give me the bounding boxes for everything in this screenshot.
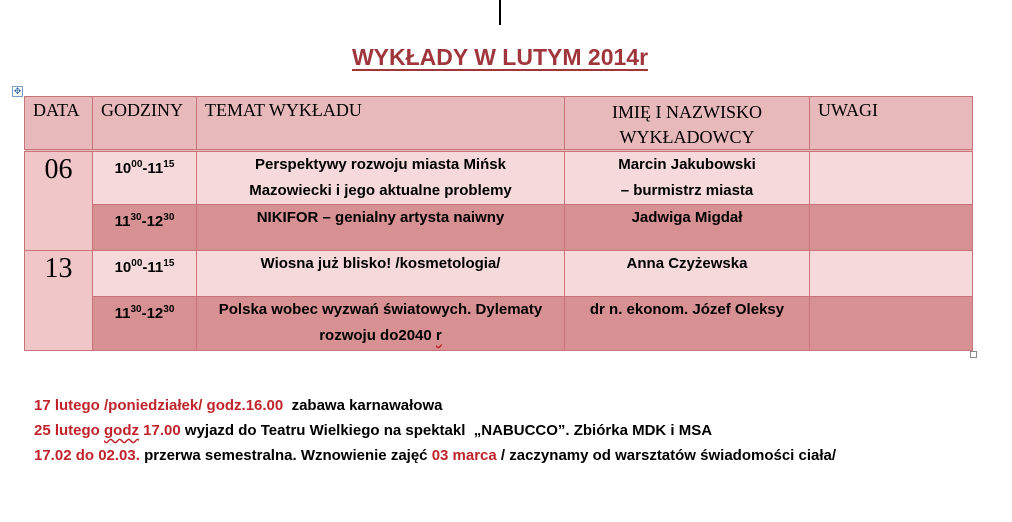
- table-move-handle-icon[interactable]: ✥: [13, 86, 22, 96]
- table-header-row: [25, 97, 973, 151]
- announcement-line: 17.02 do 02.03. przerwa semestralna. Wznowienie zajęć 03 marca / zaczynamy od warsztatów świadomości ciała/: [34, 447, 837, 464]
- date-cell: 06: [25, 151, 93, 251]
- table-resize-handle[interactable]: [970, 351, 977, 358]
- announcements: [34, 393, 836, 468]
- notes-cell: [810, 151, 973, 205]
- topic-cell: Polska wobec wyzwań światowych. Dylematy rozwoju do2040 r: [197, 297, 565, 351]
- lecturer-cell: Anna Czyżewska: [565, 251, 810, 297]
- time-cell: $11^{30}-12^{30}$: [93, 297, 197, 351]
- header-lecturer: IMIĘ I NAZWISKO WYKŁADOWCY: [565, 97, 810, 151]
- lecturer-cell: Jadwiga Migdał: [565, 205, 810, 251]
- announcement-line: 25 lutego godz 17.00 wyjazd do Teatru Wielkiego na spektakl „NABUCCO”. Zbiórka MDK i MSA: [34, 422, 713, 439]
- date-cell: 13: [25, 251, 93, 351]
- text-cursor: [499, 0, 501, 25]
- header-hours: GODZINY: [93, 97, 197, 151]
- lecturer-cell: dr n. ekonom. Józef Oleksy: [565, 297, 810, 351]
- topic-cell: Wiosna już blisko! /kosmetologia/: [197, 251, 565, 297]
- table-row: [25, 205, 973, 251]
- topic-cell: NIKIFOR – genialny artysta naiwny: [197, 205, 565, 251]
- time-cell: $11^{30}-12^{30}$: [93, 205, 197, 251]
- table-row: [25, 297, 973, 351]
- lecturer-cell: Marcin Jakubowski – burmistrz miasta: [565, 151, 810, 205]
- table-row: [25, 251, 973, 297]
- topic-cell: Perspektywy rozwoju miasta Mińsk Mazowiecki i jego aktualne problemy: [197, 151, 565, 205]
- time-cell: $10^{00}-11^{15}$: [93, 151, 197, 205]
- announcement-line: 17 lutego /poniedziałek/ godz.16.00 zabawa karnawałowa: [34, 397, 443, 414]
- header-notes: UWAGI: [810, 97, 973, 151]
- time-cell: $10^{00}-11^{15}$: [93, 251, 197, 297]
- page-title: WYKŁADY W LUTYM 2014r: [351, 44, 649, 70]
- notes-cell: [810, 297, 973, 351]
- notes-cell: [810, 251, 973, 297]
- header-date: DATA: [25, 97, 93, 151]
- spellcheck-mark: r: [435, 327, 442, 344]
- notes-cell: [810, 205, 973, 251]
- lecture-table: [24, 96, 973, 351]
- table-row: [25, 151, 973, 205]
- header-topic: TEMAT WYKŁADU: [197, 97, 565, 151]
